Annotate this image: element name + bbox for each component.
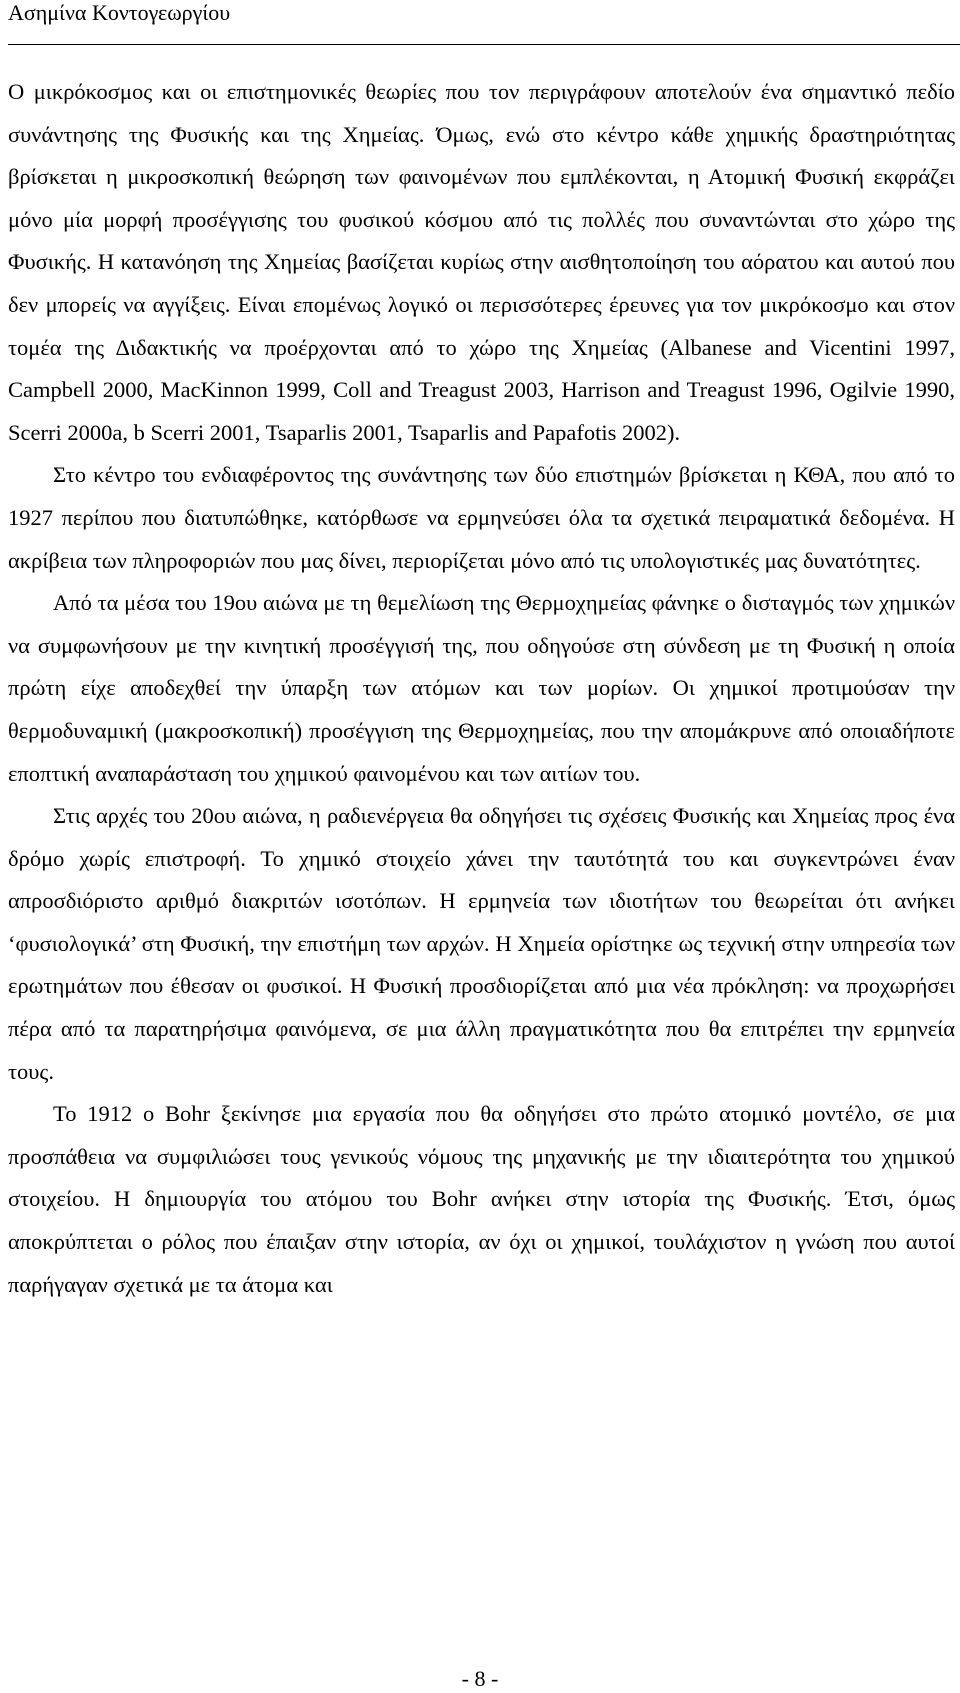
- paragraph-thermochemistry: Από τα μέσα του 19ου αιώνα με τη θεμελίωση της Θερμοχημείας φάνηκε ο δισταγμός των χημικών να συμφωνήσουν με την κινητική προσέγγισή της, που οδηγούσε στη σύνδεση με τη Φυσική η οποία πρώτη είχε αποδεχθεί την ύπαρξη των ατόμων και των μορίων. Οι χημικοί προτιμούσαν την θερμοδυναμική (μακροσκοπική) προσέγγιση της Θερμοχημείας, που την απομάκρυνε από οποιαδήποτε εποπτική αναπαράσταση του χημικού φαινομένου και των αιτίων του.: [8, 590, 955, 786]
- page-number: - 8 -: [461, 1666, 499, 1691]
- paragraph-kta: Στο κέντρο του ενδιαφέροντος της συνάντησης των δύο επιστημών βρίσκεται η ΚΘΑ, που από το 1927 περίπου που διατυπώθηκε, κατόρθωσε να ερμηνεύσει όλα τα σχετικά πειραματικά δεδομένα. Η ακρίβεια των πληροφοριών που μας δίνει, περιορίζεται μόνο από τις υπολογιστικές μας δυνατότητες.: [8, 462, 955, 573]
- paragraph-radioactivity: Στις αρχές του 20ου αιώνα, η ραδιενέργεια θα οδηγήσει τις σχέσεις Φυσικής και Χημείας προς ένα δρόμο χωρίς επιστροφή. Το χημικό στοιχείο χάνει την ταυτότητά του και συγκεντρώνει έναν απροσδιόριστο αριθμό διακριτών ισοτόπων. Η ερμηνεία των ιδιοτήτων του θεωρείται ότι ανήκει ‘φυσιολογικά’ στη Φυσική, την επιστήμη των αρχών. Η Χημεία ορίστηκε ως τεχνική στην υπηρεσία των ερωτημάτων που έθεσαν οι φυσικοί. Η Φυσική προσδιορίζεται από μια νέα πρόκληση: να προχωρήσει πέρα από τα παρατηρήσιμα φαινόμενα, σε μια άλλη πραγματικότητα που θα επιτρέπει την ερμηνεία τους.: [8, 803, 955, 1084]
- paragraph-bohr: Το 1912 ο Bohr ξεκίνησε μια εργασία που θα οδηγήσει στο πρώτο ατομικό μοντέλο, σε μια προσπάθεια να συμφιλιώσει τους γενικούς νόμους της μηχανικής με την ιδιαιτερότητα του χημικού στοιχείου. Η δημιουργία του ατόμου του Bohr ανήκει στην ιστορία της Φυσικής. Έτσι, όμως αποκρύπτεται ο ρόλος που έπαιξαν στην ιστορία, αν όχι οι χημικοί, τουλάχιστον η γνώση που αυτοί παρήγαγαν σχετικά με τα άτομα και: [8, 1101, 955, 1297]
- page-header: [8, 0, 960, 45]
- header-author: Ασημίνα Κοντογεωργίου: [8, 0, 231, 25]
- document-body: [8, 71, 955, 1306]
- paragraph-microcosm: Ο μικρόκοσμος και οι επιστημονικές θεωρίες που τον περιγράφουν αποτελούν ένα σημαντικό πεδίο συνάντησης της Φυσικής και της Χημείας. Όμως, ενώ στο κέντρο κάθε χημικής δραστηριότητας βρίσκεται η μικροσκοπική θεώρηση των φαινομένων που εμπλέκονται, η Ατομική Φυσική εκφράζει μόνο μία μορφή προσέγγισης του φυσικού κόσμου από τις πολλές που συναντώνται στο χώρο της Φυσικής. Η κατανόηση της Χημείας βασίζεται κυρίως στην αισθητοποίηση του αόρατου και αυτού που δεν μπορείς να αγγίξεις. Είναι επομένως λογικό οι περισσότερες έρευνες για τον μικρόκοσμο και στον τομέα της Διδακτικής να προέρχονται από το χώρο της Χημείας (Albanese and Vicentini 1997, Campbell 2000, MacKinnon 1999, Coll and Treagust 2003, Harrison and Treagust 1996, Ogilvie 1990, Scerri 2000a, b Scerri 2001, Tsaparlis 2001, Tsaparlis and Papafotis 2002).: [8, 79, 955, 445]
